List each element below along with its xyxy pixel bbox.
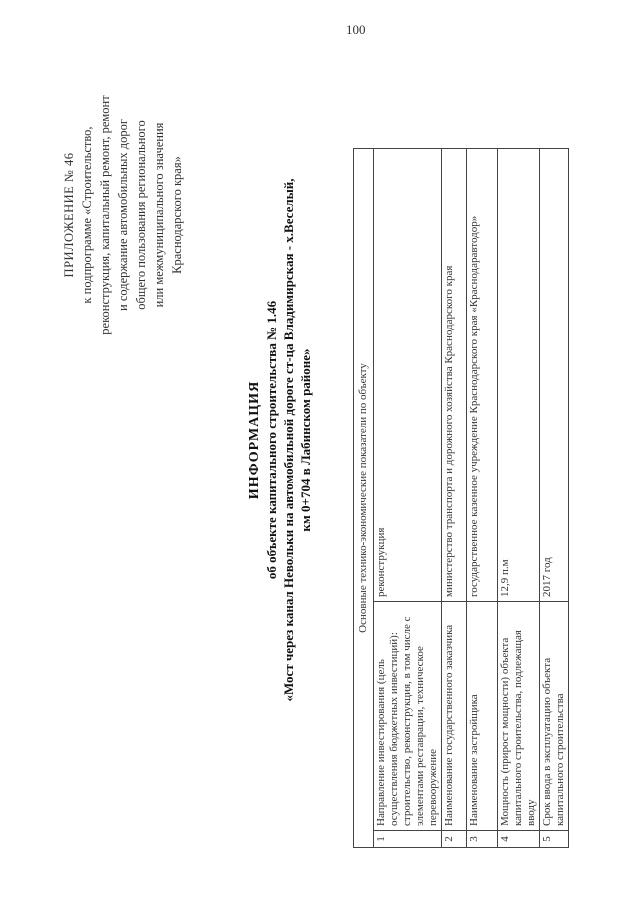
info-line: «Мост через канал Невольки на автомобильной дороге ст-ца Владимирская - х.Веселый, <box>281 178 296 702</box>
table-header: Основные технико-экономические показатели по объекту <box>354 149 374 848</box>
row-number: 2 <box>442 831 467 848</box>
row-label: Наименование государственного заказчика <box>442 602 467 831</box>
row-number: 4 <box>498 831 540 848</box>
row-value: 12,9 п.м <box>498 149 540 602</box>
row-value: государственное казенное учреждение Краснодарского края «Краснодаравтодор» <box>467 149 498 602</box>
appendix-line: общего пользования регионального <box>134 120 148 310</box>
table-header-row <box>354 149 374 848</box>
row-value: министерство транспорта и дорожного хозяйства Краснодарского края <box>442 149 467 602</box>
table-row <box>498 149 540 848</box>
row-value: реконструкция <box>374 149 442 602</box>
row-label: Срок ввода в эксплуатацию объекта капитального строительства <box>540 602 569 831</box>
page-number: 100 <box>346 22 366 37</box>
row-label: Мощность (прирост мощности) объекта капитального строительства, подлежащая вводу <box>498 602 540 831</box>
row-value: 2017 год <box>540 149 569 602</box>
appendix-line: к подпрограмме «Строительство, <box>80 126 94 304</box>
appendix-line: Краснодарского края» <box>170 156 184 274</box>
info-heading: ИНФОРМАЦИЯ <box>247 380 262 500</box>
table-row <box>540 149 569 848</box>
appendix-line: и содержание автомобильных дорог <box>116 119 130 311</box>
table-row <box>374 149 442 848</box>
appendix-line: реконструкция, капитальный ремонт, ремонт <box>98 95 112 335</box>
row-number: 3 <box>467 831 498 848</box>
row-number: 5 <box>540 831 569 848</box>
row-label: Направление инвестирования (цель осуществления бюджетных инвестиций): строительство, реконструкция, в том числе с элементами реставрации, техническое перевооружение <box>374 602 442 831</box>
appendix-line: или межмуниципального значения <box>152 122 166 308</box>
info-line: км 0+704 в Лабинском районе» <box>298 348 313 532</box>
appendix-title: ПРИЛОЖЕНИЕ № 46 <box>62 152 76 278</box>
table-row <box>467 149 498 848</box>
row-number: 1 <box>374 831 442 848</box>
indicators-table <box>353 148 569 848</box>
row-label: Наименование застройщика <box>467 602 498 831</box>
table-row <box>442 149 467 848</box>
info-title-block <box>246 140 314 740</box>
rotated-document-sheet <box>60 60 590 850</box>
appendix-block <box>60 60 186 370</box>
info-line: об объекте капитального строительства № 1.46 <box>264 300 279 580</box>
